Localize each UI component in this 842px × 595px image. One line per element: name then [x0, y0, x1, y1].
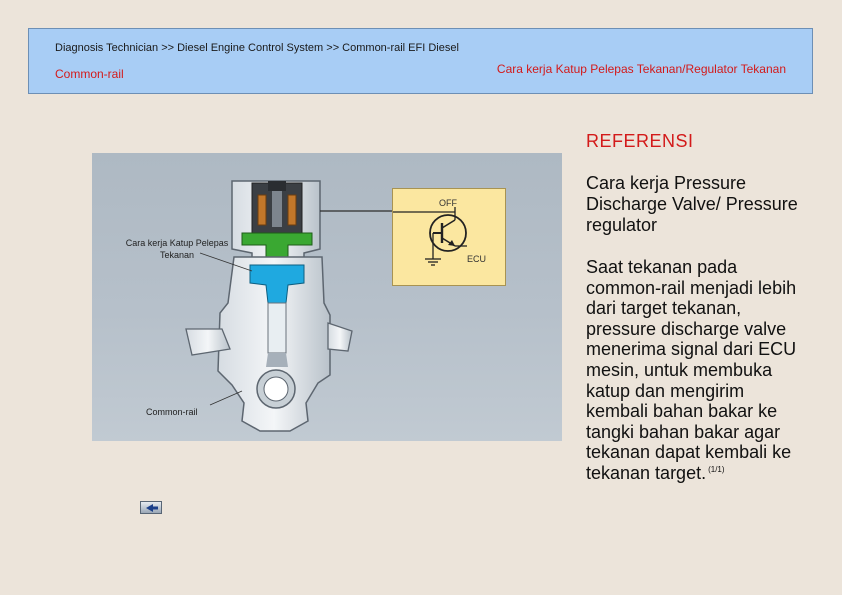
topic-title: Cara kerja Pressure Discharge Valve/ Pressure regulator: [586, 173, 798, 235]
breadcrumb: Diagnosis Technician >> Diesel Engine Control System >> Common-rail EFI Diesel: [55, 42, 459, 54]
valve-diagram: [92, 153, 562, 441]
section-name: Common-rail: [55, 67, 124, 81]
ecu-panel: [392, 188, 506, 286]
back-button[interactable]: [140, 501, 162, 514]
page-footnote: (1/1): [708, 464, 725, 474]
ecu-state-label: OFF: [439, 198, 457, 208]
body-text: Saat tekanan pada common-rail menjadi lebih dari target tekanan, pressure discharge valve menerima signal dari ECU mesin, untuk membuka katup dan mengirim kembali bahan bakar ke tangki bahan bakar agar tekanan dapat kembali ke tekanan target.: [586, 257, 797, 483]
common-rail-label: Common-rail: [146, 407, 198, 417]
reference-heading: REFERENSI: [586, 131, 694, 151]
valve-label: Cara kerja Katup Pelepas Tekanan: [125, 238, 229, 260]
ecu-label: ECU: [467, 254, 487, 264]
left-arrow-icon: [146, 504, 158, 512]
header-bar: [28, 28, 813, 94]
transistor-symbol-icon: [393, 189, 505, 285]
page-title: Cara kerja Katup Pelepas Tekanan/Regulator Tekanan: [496, 62, 786, 76]
body-paragraph: [586, 257, 811, 484]
